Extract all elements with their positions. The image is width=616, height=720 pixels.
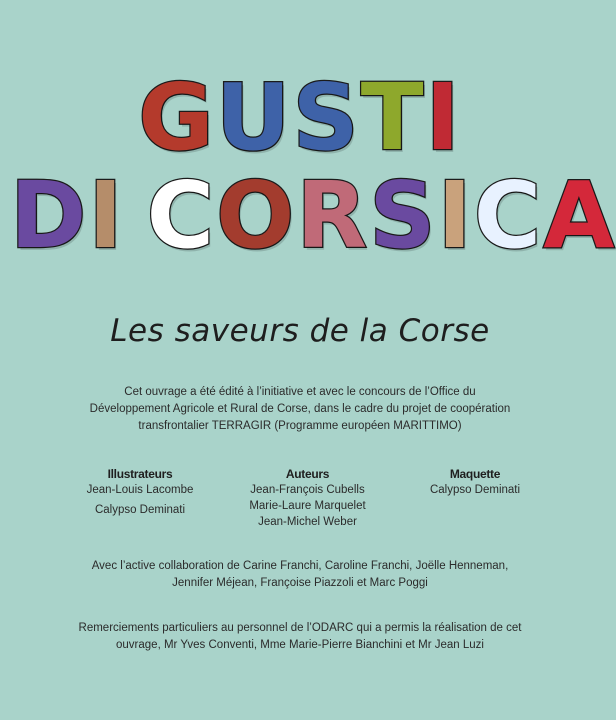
title-letter: D xyxy=(10,162,89,269)
thanks-paragraph xyxy=(45,620,555,654)
title-letter: C xyxy=(146,162,217,269)
title-letter: U xyxy=(215,64,293,171)
subtitle: Les saveurs de la Corse xyxy=(110,313,490,349)
auteurs-heading: Auteurs xyxy=(285,467,330,481)
intro-line: transfrontalier TERRAGIR (Programme européen MARITTIMO) xyxy=(138,420,462,432)
title-line-di-corsica xyxy=(10,162,616,269)
title-line-gusti xyxy=(0,64,600,171)
maquette-name: Calypso Deminati xyxy=(429,484,521,496)
title-letter: S xyxy=(292,64,361,171)
maquette-column xyxy=(405,466,545,498)
intro-line: Cet ouvrage a été édité à l’initiative et avec le concours de l’Office du xyxy=(124,386,476,398)
auteur-name: Marie-Laure Marquelet xyxy=(249,500,366,512)
title-letter: C xyxy=(473,162,544,269)
auteur-name: Jean-François Cubells xyxy=(250,484,365,496)
illustrateur-name: Jean-Louis Lacombe xyxy=(86,484,194,496)
thanks-line: ouvrage, Mr Yves Conventi, Mme Marie-Pierre Bianchini et Mr Jean Luzi xyxy=(116,639,484,651)
auteur-name: Jean-Michel Weber xyxy=(258,516,357,528)
intro-line: Développement Agricole et Rural de Corse, dans le cadre du projet de coopération xyxy=(89,403,511,415)
credits-columns xyxy=(0,466,600,536)
title-letter: S xyxy=(369,162,438,269)
title-letter: R xyxy=(296,162,370,269)
title-letter: O xyxy=(216,162,297,269)
title-letter xyxy=(125,170,147,262)
illustrateur-name: Calypso Deminati xyxy=(94,504,186,516)
collaboration-paragraph xyxy=(60,558,540,592)
title-letter: A xyxy=(543,162,616,269)
title-letter: T xyxy=(360,64,426,171)
collaboration-line: Avec l’active collaboration de Carine Franchi, Caroline Franchi, Joëlle Henneman, xyxy=(91,560,509,572)
illustrateurs-heading: Illustrateurs xyxy=(107,467,173,481)
title-letter: I xyxy=(88,162,125,269)
thanks-line: Remerciements particuliers au personnel de l’ODARC qui a permis la réalisation de cet xyxy=(78,622,522,634)
maquette-heading: Maquette xyxy=(449,467,501,481)
title-letter: I xyxy=(437,162,474,269)
title-letter: I xyxy=(425,64,462,171)
intro-paragraph xyxy=(40,384,560,435)
title-letter: G xyxy=(138,64,216,171)
auteurs-column xyxy=(220,466,395,530)
collaboration-line: Jennifer Méjean, Françoise Piazzoli et Marc Poggi xyxy=(172,577,428,589)
illustrateurs-column xyxy=(70,466,210,518)
